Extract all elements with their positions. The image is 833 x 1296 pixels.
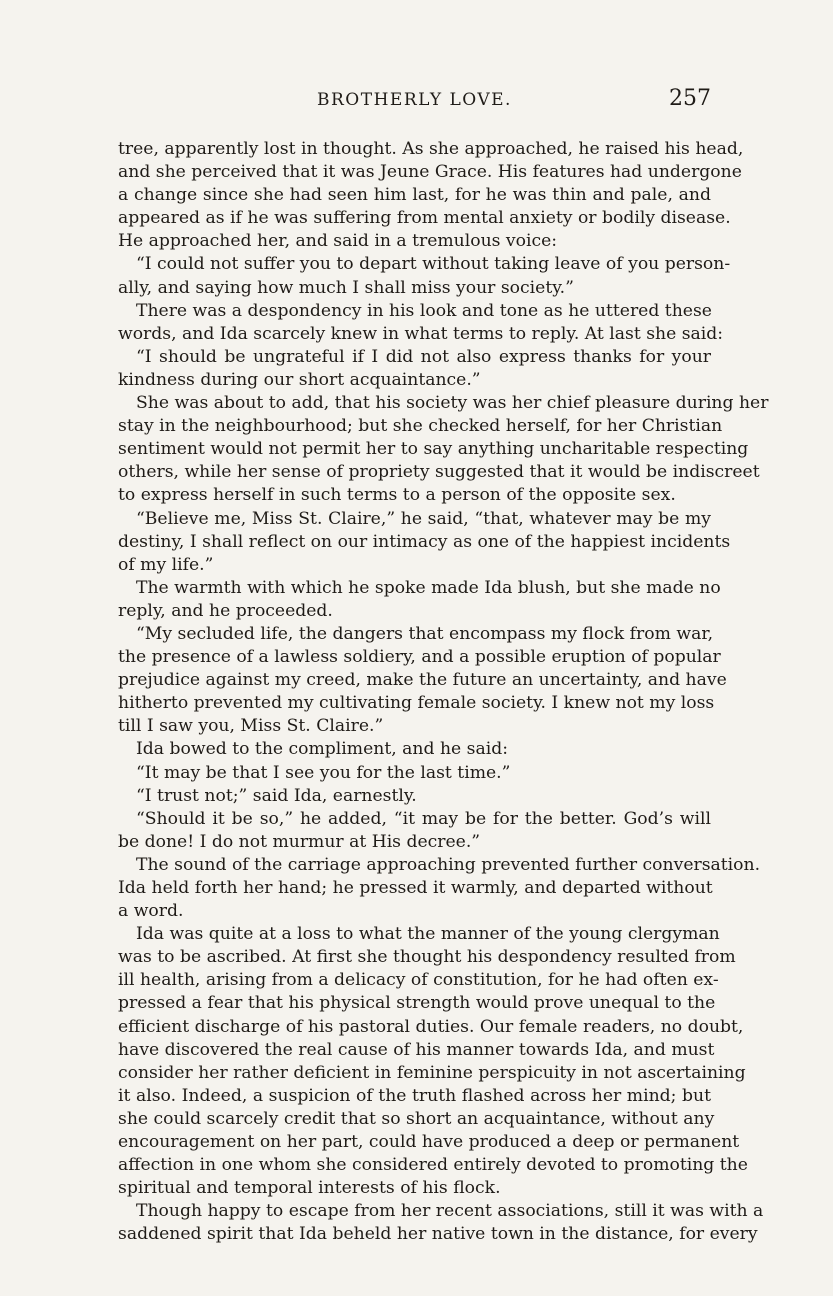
text-line: she could scarcely credit that so short an acquaintance, without any [118, 1108, 715, 1129]
text-line: Ida was quite at a loss to what the manner of the young clergyman [136, 924, 720, 945]
page-header [118, 86, 711, 116]
text-line: prejudice against my creed, make the future an uncertainty, and have [118, 670, 727, 691]
text-line: “It may be that I see you for the last time.” [136, 762, 511, 783]
text-line: “Believe me, Miss St. Claire,” he said, “that, whatever may be my [136, 508, 711, 529]
text-line: encouragement on her part, could have produced a deep or permanent [118, 1132, 740, 1153]
text-line: spiritual and temporal interests of his flock. [118, 1178, 501, 1199]
text-line: “I should be ungrateful if I did not also express thanks for your [136, 346, 711, 367]
text-line: consider her rather deficient in feminine perspicuity in not ascertaining [118, 1062, 746, 1083]
text-line: ally, and saying how much I shall miss your society.” [118, 277, 574, 298]
text-line: sentiment would not permit her to say anything uncharitable respecting [118, 439, 749, 460]
text-line: The warmth with which he spoke made Ida blush, but she made no [136, 577, 721, 598]
text-line: others, while her sense of propriety suggested that it would be indiscreet [118, 462, 760, 483]
text-line: to express herself in such terms to a person of the opposite sex. [118, 485, 676, 506]
text-line: He approached her, and said in a tremulous voice: [118, 231, 558, 252]
text-line: “My secluded life, the dangers that encompass my flock from war, [136, 623, 714, 644]
text-line: She was about to add, that his society was her chief pleasure during her [136, 393, 769, 414]
text-line: hitherto prevented my cultivating female society. I knew not my loss [118, 693, 715, 714]
text-line: “Should it be so,” he added, “it may be for the better. God’s will [136, 808, 711, 829]
text-line: and she perceived that it was Jeune Grace. His features had undergone [118, 162, 742, 183]
text-line: kindness during our short acquaintance.” [118, 369, 481, 390]
text-line: was to be ascribed. At first she thought his despondency resulted from [118, 947, 736, 968]
text-line: The sound of the carriage approaching prevented further conversation. [136, 854, 761, 875]
text-line: appeared as if he was suffering from mental anxiety or bodily disease. [118, 208, 731, 229]
text-line: “I trust not;” said Ida, earnestly. [136, 785, 417, 806]
text-line: reply, and he proceeded. [118, 600, 333, 621]
text-line: it also. Indeed, a suspicion of the truth flashed across her mind; but [118, 1085, 711, 1106]
text-line: destiny, I shall reflect on our intimacy as one of the happiest incidents [118, 531, 731, 552]
text-line: have discovered the real cause of his manner towards Ida, and must [118, 1039, 715, 1060]
text-line: words, and Ida scarcely knew in what terms to reply. At last she said: [118, 323, 724, 344]
text-line: There was a despondency in his look and tone as he uttered these [136, 300, 712, 321]
text-line: pressed a fear that his physical strength would prove unequal to the [118, 993, 716, 1014]
text-line: tree, apparently lost in thought. As she approached, he raised his head, [118, 139, 744, 159]
page-number: 257 [669, 86, 711, 111]
text-line: Ida bowed to the compliment, and he said: [136, 739, 509, 760]
text-line: Ida held forth her hand; he pressed it warmly, and departed without [118, 878, 713, 898]
text-line: till I saw you, Miss St. Claire.” [118, 716, 384, 737]
text-line: saddened spirit that Ida beheld her native town in the distance, for every [118, 1224, 758, 1245]
text-line: Though happy to escape from her recent associations, still it was with a [136, 1201, 764, 1222]
text-line: the presence of a lawless soldiery, and a possible eruption of popular [118, 647, 721, 668]
text-line: stay in the neighbourhood; but she checked herself, for her Christian [118, 416, 723, 437]
text-line: of my life.” [118, 554, 214, 575]
body-text [118, 138, 769, 1247]
text-line: “I could not suffer you to depart without taking leave of you person- [136, 254, 731, 275]
text-line: a change since she had seen him last, for he was thin and pale, and [118, 185, 711, 206]
text-line: a word. [118, 901, 184, 922]
running-title: BROTHERLY LOVE. [317, 90, 512, 110]
text-line: efficient discharge of his pastoral duties. Our female readers, no doubt, [118, 1016, 744, 1037]
text-line: ill health, arising from a delicacy of constitution, for he had often ex- [118, 970, 719, 991]
text-line: affection in one whom she considered entirely devoted to promoting the [118, 1155, 748, 1176]
text-line: be done! I do not murmur at His decree.” [118, 831, 481, 852]
